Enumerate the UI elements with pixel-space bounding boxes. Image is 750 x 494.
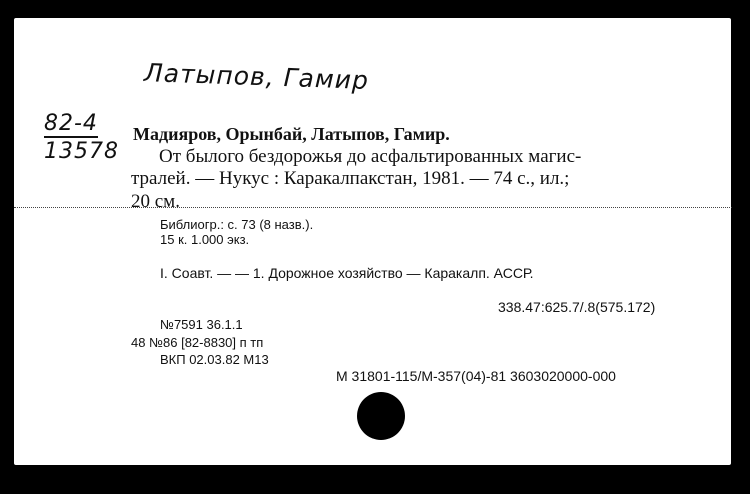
service-line: №7591 36.1.1 bbox=[160, 317, 243, 332]
library-catalog-card bbox=[14, 18, 731, 465]
tracings: I. Соавт. — — 1. Дорожное хозяйство — Каракалп. АССР. bbox=[160, 265, 534, 281]
classification-number: 338.47:625.7/.8(575.172) bbox=[498, 299, 656, 315]
scan-dotted-line bbox=[14, 207, 732, 208]
service-line: ВКП 02.03.82 М13 bbox=[160, 352, 269, 367]
description-line: 20 см. bbox=[131, 191, 180, 212]
card-heading: Мадияров, Орынбай, Латыпов, Гамир. bbox=[133, 124, 450, 144]
service-line: 48 №86 [82-8830] п тп bbox=[131, 335, 264, 350]
shelf-mark-bottom: 13578 bbox=[44, 139, 119, 164]
shelf-mark bbox=[44, 113, 119, 163]
shelf-mark-top: 82-4 bbox=[44, 111, 98, 136]
punch-hole bbox=[357, 392, 405, 440]
handwritten-author-name: Латыпов, Гамир bbox=[143, 58, 370, 95]
catalog-code: М 31801-115/М-357(04)-81 3603020000-000 bbox=[336, 368, 616, 384]
price-and-print-run: 15 к. 1.000 экз. bbox=[160, 232, 250, 247]
description-line: тралей. — Нукус : Каракалпакстан, 1981. — 74 с., ил.; bbox=[131, 168, 570, 189]
description-line: От былого бездорожья до асфальтированных магис- bbox=[159, 146, 582, 167]
bibliography-note: Библиогр.: с. 73 (8 назв.). bbox=[160, 217, 314, 232]
